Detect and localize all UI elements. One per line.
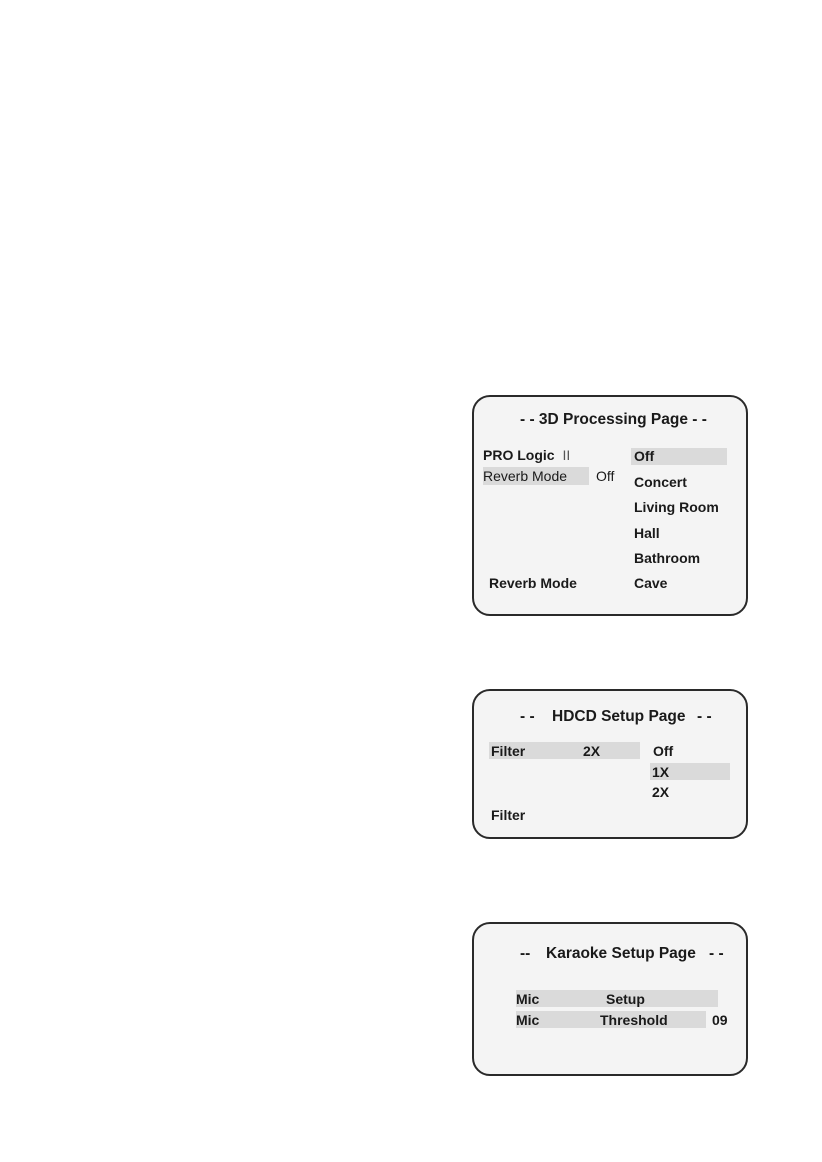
menu-item-value: 2X <box>583 743 601 759</box>
menu-item-label: Setup <box>606 991 645 1007</box>
karaoke-setup-panel <box>472 922 748 1076</box>
page-title: HDCD Setup Page <box>552 708 686 725</box>
option-cave[interactable]: Cave <box>634 575 668 591</box>
status-description: Filter <box>491 807 526 823</box>
title-dashes-left: - - <box>520 708 535 725</box>
menu-item-value: Off <box>596 468 615 484</box>
option-hall[interactable]: Hall <box>634 525 660 541</box>
menu-item-value: 09 <box>712 1012 728 1028</box>
menu-item-label: Mic <box>516 991 540 1007</box>
title-dashes-right: - - <box>697 708 712 725</box>
hdcd-setup-panel <box>472 689 748 839</box>
page-title: Karaoke Setup Page <box>546 945 696 962</box>
menu-item-label: PRO Logic <box>483 447 555 463</box>
pro-logic-mark: II <box>562 447 571 463</box>
option-concert[interactable]: Concert <box>634 474 687 490</box>
menu-item-pro-logic[interactable] <box>483 446 570 464</box>
menu-item-label: Mic <box>516 1012 540 1028</box>
option-living-room[interactable]: Living Room <box>634 499 719 515</box>
page-title: - - 3D Processing Page - - <box>520 411 707 428</box>
menu-item-label: Filter <box>491 743 526 759</box>
title-dashes-left: -- <box>520 945 531 962</box>
option-off[interactable]: Off <box>653 743 674 759</box>
title-dashes-right: - - <box>709 945 724 962</box>
option-bathroom[interactable]: Bathroom <box>634 550 701 566</box>
option-2x[interactable]: 2X <box>652 784 670 800</box>
option-1x[interactable]: 1X <box>652 764 670 780</box>
option-off[interactable]: Off <box>634 448 655 464</box>
status-description: Reverb Mode <box>489 575 577 591</box>
menu-item-label: Threshold <box>600 1012 668 1028</box>
menu-item-label: Reverb Mode <box>483 468 568 484</box>
3d-processing-panel <box>472 395 748 616</box>
